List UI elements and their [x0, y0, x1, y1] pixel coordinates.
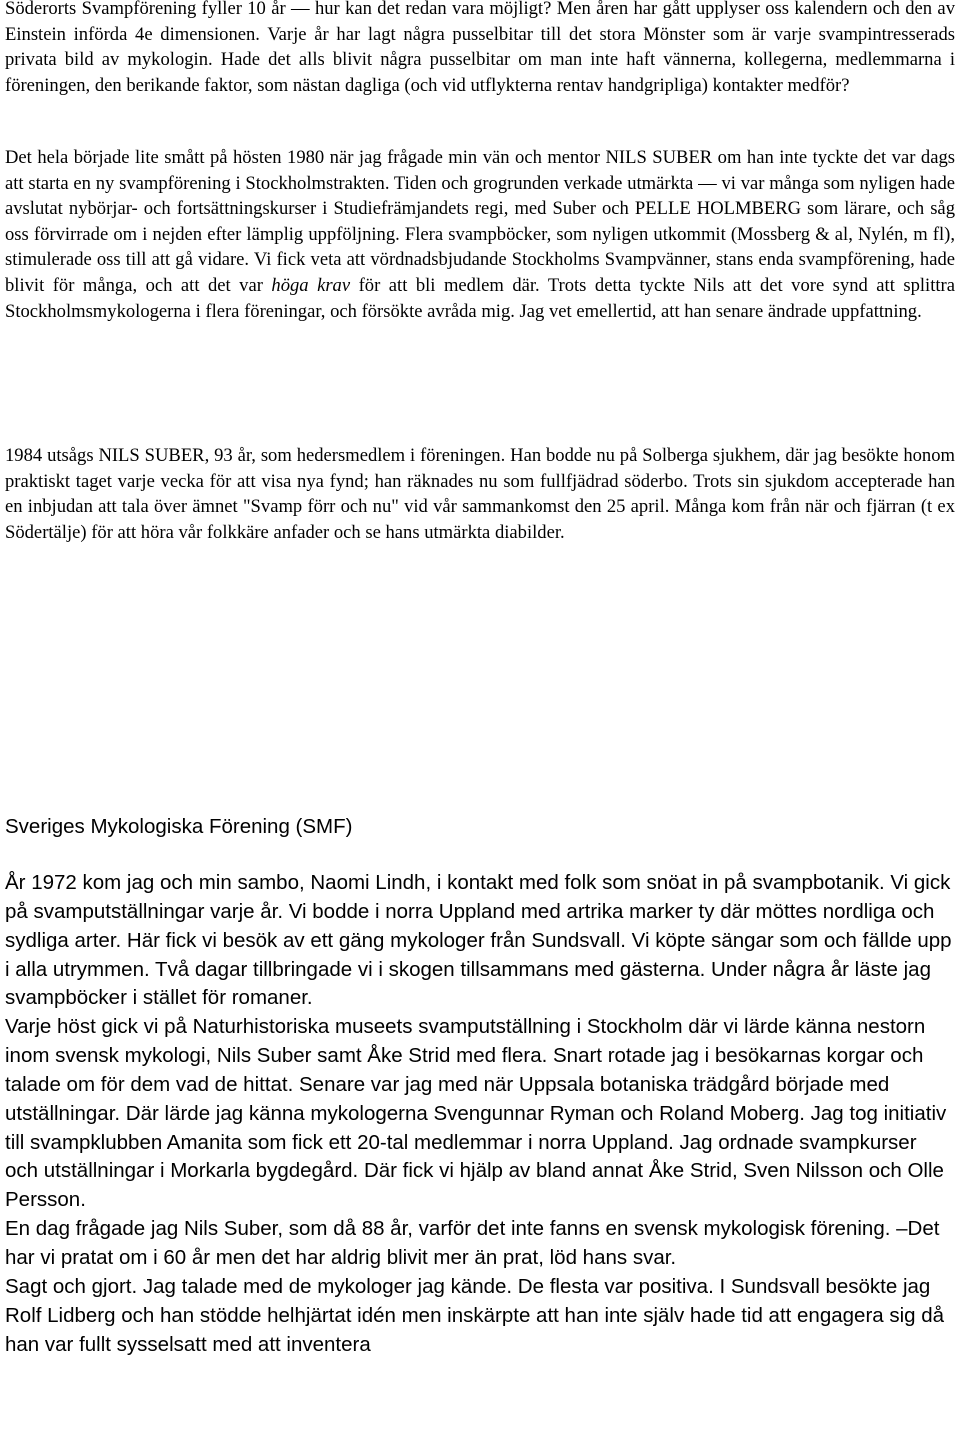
- smf-paragraph: Sagt och gjort. Jag talade med de mykologer jag kände. De flesta var positiva. I Sundsvall besökte jag Rolf Lidberg och han stödde helhjärtat idén men inskärpte att han inte själv hade tid att engagera sig då han var fullt sysselsatt med att inventera: [5, 1274, 945, 1356]
- smf-paragraph: År 1972 kom jag och min sambo, Naomi Lindh, i kontakt med folk som snöat in på svampbotanik. Vi gick på svamputställningar varje år. Vi bodde i norra Uppland med artrika marker ty där möttes nordliga och sydliga arter. Här fick vi besök av ett gäng mykologer från Sundsvall. Vi köpte sängar som och fällde upp i alla utrymmen. Två dagar tillbringade vi i skogen tillsammans med gästerna. Under några år läste jag svampböcker i stället för romaner.: [5, 871, 952, 1010]
- history-paragraph: [5, 145, 955, 324]
- smf-section-body: [5, 869, 955, 1359]
- history-text-start: Det hela började lite smått på hösten 1980 när jag frågade min vän och mentor NILS SUBER om han inte tyckte det var dags att starta en ny svampförening i Stockholmstrakten. Tiden och grogrunden verkade utmärkta — vi var många som nyligen hade avslutat nybörjar- och fortsättningskurser i Studiefrämjandets regi, med Suber och PELLE HOLMBERG som lärare, och såg oss förvirrade om i nejden efter lämplig uppföljning. Flera svampböcker, som nyligen utkommit (Mossberg & al, Nylén, m fl), stimulerade oss till att gå vidare. Vi fick veta att vördnadsbjudande Stockholms Svampvänner, stans enda svampförening, hade blivit för många, och att det var: [5, 147, 955, 296]
- smf-paragraph: En dag frågade jag Nils Suber, som då 88 år, varför det inte fanns en svensk mykologisk förening. –Det har vi pratat om i 60 år men det har aldrig blivit mer än prat, löd hans svar.: [5, 1217, 940, 1269]
- history-text-end: för att bli medlem där. Trots detta tyckte Nils att det vore synd att splittra Stockholmsmykologerna i flera föreningar, och försökte avråda mig. Jag vet emellertid, att han senare ändrade uppfattning.: [5, 274, 955, 322]
- emphasis-text: höga krav: [271, 274, 351, 296]
- smf-paragraph: Varje höst gick vi på Naturhistoriska museets svamputställning i Stockholm där vi lärde känna nestorn inom svensk mykologi, Nils Suber samt Åke Strid med flera. Snart rotade jag i besökarnas korgar och talade om för dem vad de hittat. Senare var jag med när Uppsala botaniska trädgård började med utställningar. Där lärde jag känna mykologerna Svengunnar Ryman och Roland Moberg. Jag tog initiativ till svampklubben Amanita som fick ett 20-tal medlemmar i norra Uppland. Jag ordnade svampkurser och utställningar i Morkarla bygdegård. Där fick vi hjälp av bland annat Åke Strid, Sven Nilsson och Olle Persson.: [5, 1015, 947, 1212]
- intro-paragraph: Söderorts Svampförening fyller 10 år — hur kan det redan vara möjligt? Men åren har gått upplyser oss kalendern och den av Einstein införda 4e dimensionen. Varje år har lagt några pusselbitar till det stora Mönster som är varje svampintresserads privata bild av mykologin. Hade det alls blivit några pusselbitar om man inte haft vännerna, kollegerna, medlemmarna i föreningen, den berikande faktor, som nästan dagliga (och vid utflykterna rentav handgripliga) kontakter medför?: [5, 0, 955, 96]
- honorary-member-paragraph: 1984 utsågs NILS SUBER, 93 år, som hedersmedlem i föreningen. Han bodde nu på Solberga sjukhem, där jag besökte honom praktiskt taget varje vecka för att visa nya fynd; han räknades nu som fullfjädrad söderbo. Trots sin sjukdom accepterade han en inbjudan att tala över ämnet "Svamp förr och nu" vid vår sammankomst den 25 april. Många kom från när och fjärran (t ex Södertälje) för att höra vår folkkäre anfader och se hans utmärkta diabilder.: [5, 445, 955, 543]
- section-heading: Sveriges Mykologiska Förening (SMF): [5, 815, 353, 838]
